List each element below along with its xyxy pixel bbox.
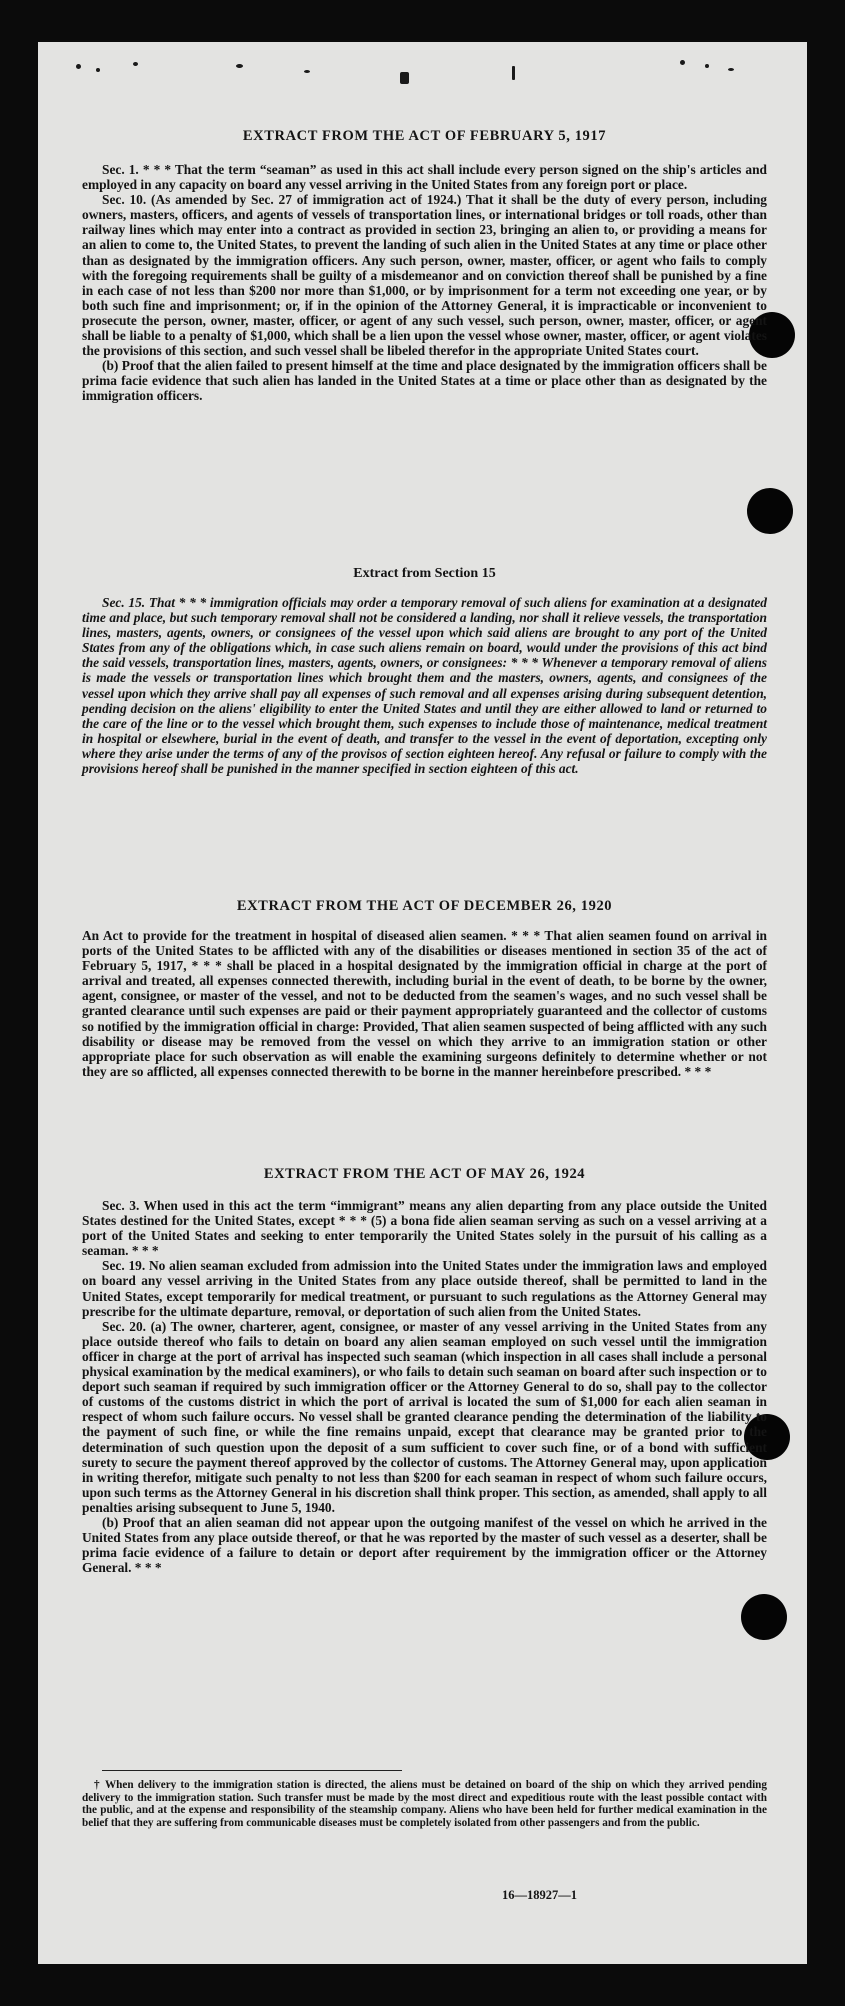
section-act-1920-body <box>82 928 767 1079</box>
ink-speck <box>680 60 685 65</box>
paragraph: (b) Proof that the alien failed to present himself at the time and place designated by the immigration officers shall be prima facie evidence that such alien has landed in the United States at a time or place other than as designated by the immigration officers. <box>82 358 767 404</box>
section-act-1917-body <box>82 162 767 404</box>
section-act-1924 <box>82 1166 767 1183</box>
punch-hole <box>741 1594 787 1640</box>
heading-act-1924: EXTRACT FROM THE ACT OF MAY 26, 1924 <box>263 1166 586 1182</box>
section-act-1917 <box>82 128 767 145</box>
paragraph: (b) Proof that an alien seaman did not appear upon the outgoing manifest of the vessel on which he arrived in the United States from any place outside thereof, or that he was reported by the master of such vessel as a deserter, shall be prima facie evidence of a failure to detain or deport after requirement by the immigration officer or the Attorney General. * * * <box>82 1514 767 1576</box>
form-number: 16—18927—1 <box>502 1888 577 1902</box>
ink-speck <box>96 68 100 72</box>
paragraph: Sec. 19. No alien seaman excluded from admission into the United States under the immigration laws and employed on board any vessel arriving in the United States from any place outside thereof, shall be permitted to land in the United States, except temporarily for medical treatment, or pursuant to such regulations as the Attorney General may prescribe for the ultimate departure, removal, or deportation of such alien from the United States. <box>82 1258 767 1319</box>
heading-act-1920: EXTRACT FROM THE ACT OF DECEMBER 26, 1920 <box>236 898 613 914</box>
paragraph: An Act to provide for the treatment in hospital of diseased alien seamen. * * * That alien seamen found on arrival in ports of the United States to be afflicted with any of the disabilities or diseases mentioned in section 35 of the act of February 5, 1917, * * * shall be placed in a hospital designated by the immigration official in charge at the port of arrival and treated, all expenses connected therewith, including burial in the event of death, to be borne by the owner, agent, consignee, or master of the vessel, and not to be deducted from the seamen's wages, and no such vessel shall be granted clearance until such expenses are paid or their payment appropriately guaranteed and the collector of customs so notified by the immigration official in charge: Provided, That alien seamen suspected of being afflicted with any such disability or disease may be removed from the vessel on which they arrive to an immigration station or other appropriate place for such observation as will enable the examining surgeons definitely to determine whether or not they are so afflicted, all expenses connected therewith to be borne in the manner hereinbefore prescribed. * * * <box>82 928 767 1079</box>
paragraph: Sec. 10. (As amended by Sec. 27 of immigration act of 1924.) That it shall be the duty of every person, including owners, masters, officers, and agents of vessels of transportation lines, or international bridges or toll roads, other than railway lines which may enter into a contract as provided in section 23, bringing an alien to, or providing a means for an alien to come to, the United States, to prevent the landing of such alien in the United States at any time or place other than as designated by the immigration officers. Any such person, owner, master, officer, or agent who fails to comply with the foregoing requirements shall be guilty of a misdemeanor and on conviction thereof shall be punished by a fine in each case of not less than $200 nor more than $1,000, or by imprisonment for a term not exceeding one year, or by both such fine and imprisonment; or, if in the opinion of the Attorney General, it is impracticable or inconvenient to prosecute the person, owner, master, officer, or agent of any such vessel, such person, owner, master, officer, or agent shall be liable to a penalty of $1,000, which shall be a lien upon the vessel whose owner, master, officer, or agent violates the provisions of this section, and such vessel shall be libeled therefor in the appropriate United States court. <box>82 192 767 359</box>
section-15 <box>82 566 767 582</box>
ink-speck <box>76 64 81 69</box>
section-act-1924-body <box>82 1198 767 1575</box>
paragraph: Sec. 15. That * * * immigration officials may order a temporary removal of such aliens for examination at a designated time and place, but such temporary removal shall not be considered a landing, nor shall it relieve vessels, the transportation lines, masters, agents, owners, or consignees of the vessel upon which said aliens are brought to any port of the United States from any of the obligations which, in case such aliens remain on board, would under the provisions of this act bind the said vessels, transportation lines, masters, agents, owners, or consignees: * * * Whenever a temporary removal of aliens is made the vessels or transportation lines which brought them and the masters, owners, agents, and consignees of the vessel upon which they arrive shall pay all expenses of such removal and all expenses arising during subsequent detention, pending decision on the aliens' eligibility to enter the United States and until they are either allowed to land or returned to the care of the line or to the vessel which brought them, such expenses to include those of maintenance, medical treatment in hospital or elsewhere, burial in the event of death, and transfer to the vessel in the event of deportation, excepting only where they arise under the terms of any of the provisos of section eighteen hereof. Any refusal or failure to comply with the provisions hereof shall be punished in the manner specified in section eighteen of this act. <box>82 595 767 777</box>
document-page <box>38 42 807 1964</box>
section-act-1920 <box>82 898 767 915</box>
punch-hole <box>747 488 793 534</box>
paragraph: Sec. 20. (a) The owner, charterer, agent, consignee, or master of any vessel arriving in the United States from any place outside thereof who fails to detain on board any alien seaman employed on such vessel until the immigration officer in charge at the port of arrival has inspected such seaman (which inspection in all cases shall include a personal physical examination by the medical examiners), or who fails to detain such seaman on board after such inspection or to deport such seaman if required by such immigration officer or the Attorney General to do so, shall pay to the collector of customs of the customs district in which the port of arrival is located the sum of $1,000 for each alien seaman in respect of whom such failure occurs. No vessel shall be granted clearance pending the determination of the liability to the payment of such fine, or while the fine remains unpaid, except that clearance may be granted prior to the determination of such question upon the deposit of a sum sufficient to cover such fine, or of a bond with sufficient surety to secure the payment thereof approved by the collector of customs. The Attorney General may, upon application in writing therefor, mitigate such penalty to not less than $200 for each seaman in respect of whom such failure occurs, upon such terms as the Attorney General in his discretion shall think proper. This section, as amended, shall apply to all penalties arising subsequent to June 5, 1940. <box>82 1318 767 1515</box>
footnote: † When delivery to the immigration station is directed, the aliens must be detained on board of the ship on which they arrived pending delivery to the immigration station. Such transfer must be made by the most direct and expeditious route with the least possible contact with the public, and at the expense and responsibility of the steamship company. Aliens who have been held for further medical examination in the belief that they are suffering from communicable diseases must be completely isolated from other passengers and from the public. <box>82 1779 767 1829</box>
ink-speck <box>236 64 243 68</box>
ink-speck <box>304 70 310 73</box>
section-15-body <box>82 595 767 776</box>
paragraph: Sec. 1. * * * That the term “seaman” as used in this act shall include every person signed on the ship's articles and employed in any capacity on board any vessel arriving in the United States from any foreign port or place. <box>82 162 767 193</box>
ink-speck <box>133 62 138 66</box>
paragraph: Sec. 3. When used in this act the term “immigrant” means any alien departing from any place outside the United States destined for the United States, except * * * (5) a bona fide alien seaman serving as such on a vessel arriving at a port of the United States and seeking to enter temporarily the United States solely in the pursuit of his calling as a seaman. * * * <box>82 1198 767 1259</box>
ink-speck <box>512 66 515 80</box>
heading-section-15: Extract from Section 15 <box>353 566 496 581</box>
ink-speck <box>705 64 709 68</box>
footnote-block <box>82 1770 767 1829</box>
footnote-rule <box>102 1770 402 1771</box>
heading-act-1917: EXTRACT FROM THE ACT OF FEBRUARY 5, 1917 <box>242 128 607 144</box>
ink-speck <box>400 72 409 84</box>
ink-speck <box>728 68 734 71</box>
